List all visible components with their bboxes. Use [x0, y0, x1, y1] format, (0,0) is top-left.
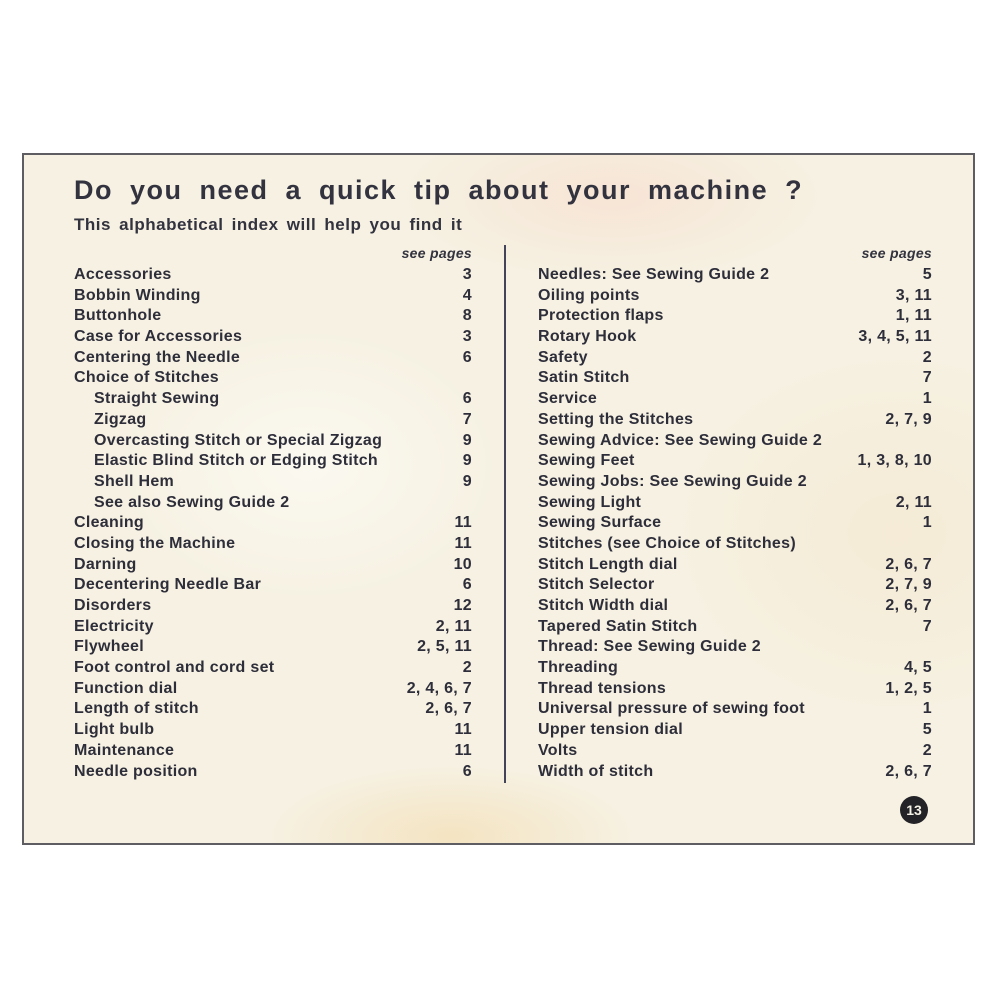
entry-pages: 7 — [922, 617, 932, 635]
index-column-right — [538, 245, 932, 783]
index-entry — [74, 700, 472, 721]
index-entry — [538, 700, 932, 721]
entry-pages: 9 — [462, 452, 472, 470]
index-entry — [74, 514, 472, 535]
entry-label: Oiling points — [538, 286, 640, 304]
entry-pages: 2, 5, 11 — [417, 638, 472, 656]
entry-label: Centering the Needle — [74, 348, 241, 366]
index-entry — [538, 638, 932, 659]
entry-pages: 2 — [462, 659, 472, 677]
index-entry — [538, 763, 932, 784]
index-entry — [74, 411, 472, 432]
entry-label: Cleaning — [74, 514, 144, 532]
entry-pages: 11 — [454, 721, 472, 739]
index-entry — [74, 473, 472, 494]
entry-pages: 7 — [922, 369, 932, 387]
see-pages-label-left: see pages — [401, 245, 472, 261]
index-column-left — [74, 245, 472, 783]
entry-label: Overcasting Stitch or Special Zigzag — [94, 431, 383, 449]
index-entry — [538, 494, 932, 515]
entry-pages: 5 — [922, 266, 932, 283]
entry-label: Buttonhole — [74, 307, 162, 325]
entry-label: Choice of Stitches — [74, 369, 219, 387]
entry-pages: 12 — [453, 597, 472, 614]
index-entry — [74, 349, 472, 370]
index-entry — [74, 432, 472, 453]
index-entry — [74, 680, 472, 701]
entry-label: Length of stitch — [74, 700, 199, 718]
entry-pages: 1, 11 — [895, 307, 932, 325]
index-entry — [538, 390, 932, 411]
entry-pages: 2, 6, 7 — [885, 597, 932, 614]
entry-label: Sewing Light — [538, 493, 642, 511]
entry-pages: 3, 11 — [895, 286, 932, 304]
entry-label: See also Sewing Guide 2 — [94, 493, 290, 511]
index-entry — [538, 535, 932, 556]
index-entry — [74, 638, 472, 659]
index-entry — [74, 307, 472, 328]
entry-pages: 2, 7, 9 — [885, 576, 932, 594]
index-entry — [538, 452, 932, 473]
entry-pages: 6 — [462, 390, 472, 408]
index-entry — [538, 473, 932, 494]
index-entry — [74, 618, 472, 639]
entry-pages: 1 — [922, 514, 932, 532]
entry-label: Disorders — [74, 597, 152, 614]
entry-label: Needle position — [74, 762, 198, 780]
index-entry — [74, 266, 472, 287]
entry-pages: 2, 6, 7 — [885, 762, 932, 780]
index-entry — [538, 411, 932, 432]
index-entries-left — [74, 266, 472, 783]
index-entry — [74, 390, 472, 411]
index-entry — [538, 742, 932, 763]
entry-pages: 1, 3, 8, 10 — [857, 452, 932, 470]
entry-label: Tapered Satin Stitch — [538, 617, 698, 635]
index-entry — [74, 494, 472, 515]
index-entry — [538, 618, 932, 639]
index-entry — [74, 721, 472, 742]
entry-label: Sewing Feet — [538, 452, 635, 470]
index-entry — [538, 349, 932, 370]
index-entry — [74, 328, 472, 349]
entry-pages: 2, 6, 7 — [425, 700, 472, 718]
entry-label: Sewing Surface — [538, 514, 662, 532]
index-entry — [74, 659, 472, 680]
entry-label: Flywheel — [74, 638, 144, 656]
entry-pages: 10 — [453, 555, 472, 573]
index-entry — [538, 576, 932, 597]
entry-label: Stitch Length dial — [538, 555, 678, 573]
entry-label: Foot control and cord set — [74, 659, 275, 677]
entry-label: Safety — [538, 348, 588, 366]
index-entry — [74, 535, 472, 556]
index-entry — [538, 597, 932, 618]
entry-label: Straight Sewing — [94, 390, 220, 408]
index-entries-right — [538, 266, 932, 783]
entry-label: Accessories — [74, 266, 172, 283]
entry-label: Function dial — [74, 679, 178, 697]
index-entry — [74, 763, 472, 784]
column-gap — [506, 245, 538, 783]
entry-label: Sewing Advice: See Sewing Guide 2 — [538, 431, 823, 449]
entry-label: Volts — [538, 741, 578, 759]
index-entry — [538, 328, 932, 349]
entry-pages: 5 — [922, 721, 932, 739]
entry-label: Threading — [538, 659, 619, 677]
entry-pages: 4 — [462, 286, 472, 304]
entry-pages: 6 — [462, 576, 472, 594]
index-entry — [538, 287, 932, 308]
index-entry — [538, 307, 932, 328]
entry-pages: 2, 6, 7 — [885, 555, 932, 573]
entry-pages: 2 — [922, 348, 932, 366]
index-entry — [538, 721, 932, 742]
entry-pages: 8 — [462, 307, 472, 325]
index-entry — [74, 597, 472, 618]
entry-label: Zigzag — [94, 410, 147, 428]
page-subtitle: This alphabetical index will help you find it — [74, 215, 463, 234]
index-entry — [538, 432, 932, 453]
entry-label: Electricity — [74, 617, 154, 635]
entry-pages: 11 — [454, 741, 472, 759]
index-entry — [74, 452, 472, 473]
entry-pages: 11 — [454, 534, 472, 552]
index-entry — [74, 556, 472, 577]
index-entry — [74, 576, 472, 597]
index-entry — [538, 659, 932, 680]
entry-label: Upper tension dial — [538, 721, 683, 739]
entry-pages: 2 — [922, 741, 932, 759]
entry-label: Bobbin Winding — [74, 286, 201, 304]
entry-label: Closing the Machine — [74, 534, 236, 552]
entry-label: Universal pressure of sewing foot — [538, 700, 805, 718]
entry-pages: 6 — [462, 348, 472, 366]
entry-label: Sewing Jobs: See Sewing Guide 2 — [538, 472, 807, 490]
entry-label: Satin Stitch — [538, 369, 630, 387]
entry-label: Thread: See Sewing Guide 2 — [538, 638, 761, 656]
index-entry — [538, 680, 932, 701]
entry-label: Width of stitch — [538, 762, 654, 780]
entry-label: Darning — [74, 555, 137, 573]
entry-label: Service — [538, 390, 598, 408]
entry-label: Needles: See Sewing Guide 2 — [538, 266, 770, 283]
entry-label: Setting the Stitches — [538, 410, 694, 428]
index-columns — [74, 245, 932, 783]
entry-pages: 1 — [922, 390, 932, 408]
entry-label: Thread tensions — [538, 679, 667, 697]
index-entry — [74, 742, 472, 763]
entry-pages: 1 — [922, 700, 932, 718]
index-entry — [538, 369, 932, 390]
entry-pages: 2, 4, 6, 7 — [406, 679, 472, 697]
entry-pages: 11 — [454, 514, 472, 532]
entry-pages: 2, 11 — [895, 493, 932, 511]
entry-label: Maintenance — [74, 741, 175, 759]
column-gap — [472, 245, 504, 783]
manual-page-card — [22, 153, 975, 845]
index-entry — [538, 556, 932, 577]
entry-pages: 3, 4, 5, 11 — [858, 328, 932, 346]
entry-label: Rotary Hook — [538, 328, 637, 346]
index-entry — [74, 287, 472, 308]
entry-label: Protection flaps — [538, 307, 664, 325]
entry-label: Stitch Width dial — [538, 597, 669, 614]
entry-pages: 3 — [462, 266, 472, 283]
entry-label: Stitch Selector — [538, 576, 655, 594]
entry-pages: 1, 2, 5 — [885, 679, 932, 697]
entry-label: Decentering Needle Bar — [74, 576, 262, 594]
index-entry — [538, 266, 932, 287]
entry-label: Shell Hem — [94, 472, 175, 490]
page-number-badge: 13 — [900, 796, 928, 824]
entry-pages: 6 — [462, 762, 472, 780]
see-pages-label-right: see pages — [861, 245, 932, 261]
entry-pages: 9 — [462, 472, 472, 490]
entry-label: Case for Accessories — [74, 328, 243, 346]
index-entry — [74, 369, 472, 390]
page-title: Do you need a quick tip about your machine ? — [74, 175, 804, 205]
entry-pages: 2, 7, 9 — [885, 410, 932, 428]
entry-label: Stitches (see Choice of Stitches) — [538, 534, 796, 552]
entry-pages: 4, 5 — [904, 659, 932, 677]
entry-pages: 3 — [462, 328, 472, 346]
entry-pages: 7 — [462, 410, 472, 428]
entry-label: Elastic Blind Stitch or Edging Stitch — [94, 452, 379, 470]
index-entry — [538, 514, 932, 535]
entry-label: Light bulb — [74, 721, 155, 739]
entry-pages: 9 — [462, 431, 472, 449]
entry-pages: 2, 11 — [435, 617, 472, 635]
